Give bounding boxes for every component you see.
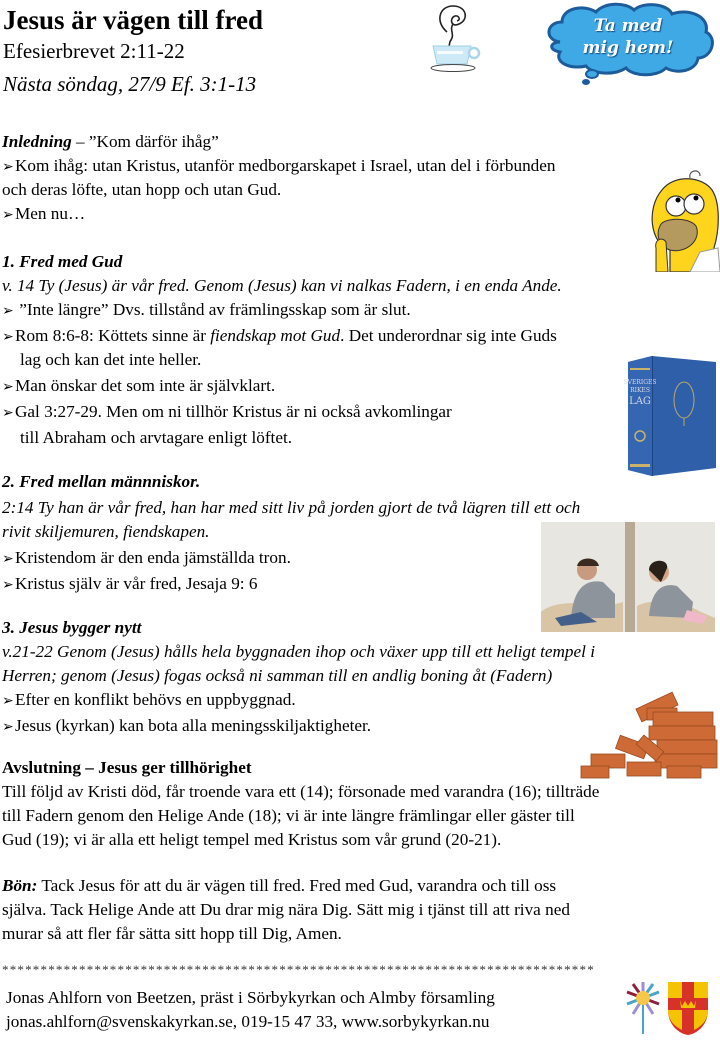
prayer-line: själva. Tack Helige Ande att Du drar mig nära Dig. Sätt mig i tjänst till att riva ned [2,900,570,919]
scripture-reference: Efesierbrevet 2:11-22 [3,39,185,63]
svg-text:LAG: LAG [629,396,651,407]
intro-heading-label: Inledning [2,132,72,151]
section1-bullet-continued: till Abraham och arvtagare enligt löftet. [20,428,293,447]
intro-bullet: ➢Kom ihåg: utan Kristus, utanför medborgarskapet i Israel, utan del i förbunden [2,154,555,180]
section2-heading: 2. Fred mellan männniskor. [2,472,201,491]
arrow-bullet-icon: ➢ [2,208,14,223]
svenska-kyrkan-crest-icon [666,980,710,1036]
prayer-label: Bön: [2,876,38,895]
closing-heading: Avslutning – Jesus ger tillhörighet [2,758,252,777]
section2-verse-line2: rivit skiljemuren, fiendskapen. [2,522,210,541]
closing-text-line: till Fadern genom den Helige Ande (18); vi är inte längre främlingar eller gäster till [2,806,575,825]
arrow-bullet-icon: ➢ [2,552,14,567]
arrow-bullet-icon: ➢ [2,406,14,421]
badge-text-line1: Ta med [593,16,663,36]
footer-author: Jonas Ahlforn von Beetzen, präst i Sörbykyrkan och Almby församling [6,988,495,1007]
arrow-bullet-icon: ➢ [2,330,14,345]
take-me-home-badge [540,2,716,74]
section3-heading: 3. Jesus bygger nytt [2,618,142,637]
badge-text-line2: mig hem! [582,38,674,58]
intro-heading-quote: – ”Kom därför ihåg” [71,132,219,151]
arrow-bullet-icon: ➢ [2,578,14,593]
closing-text-line: Till följd av Kristi död, får troende vara ett (14); försonade med varandra (16); tillträde [2,782,600,801]
section1-verse: v. 14 Ty (Jesus) är vår fred. Genom (Jesus) kan vi nalkas Fadern, i en enda Ande. [2,276,562,295]
arrow-bullet-icon: ➢ [2,304,14,319]
law-book-image [622,352,718,478]
footer-contact: jonas.ahlforn@svenskakyrkan.se, 019-15 47 33, www.sorbykyrkan.nu [6,1012,490,1031]
prayer-line: Bön: Tack Jesus för att du är vägen till fred. Fred med Gud, varandra och till oss [2,876,557,895]
section1-bullet: ➢Gal 3:27-29. Men om ni tillhör Kristus är ni också avkomlingar [2,400,452,426]
thinking-cartoon-image [640,168,720,272]
bricks-image [577,670,720,780]
arrow-bullet-icon: ➢ [2,720,14,735]
section2-bullet: ➢Kristendom är den enda jämställda tron. [2,546,291,572]
intro-bullet: ➢Men nu… [2,202,85,228]
coffee-cup-question-icon [425,2,485,74]
section3-verse-line2: Herren; genom (Jesus) fogas också ni samman till en andlig boning åt (Fadern) [2,666,553,685]
svg-text:RIKES: RIKES [630,387,650,394]
section1-bullet-continued: lag och kan det inte heller. [20,350,202,369]
section2-verse-line1: 2:14 Ty han är vår fred, han har med sitt liv på jorden gjort de två lägren till ett och [2,498,581,517]
intro-heading [2,130,219,154]
section1-bullet: ➢Man önskar det som inte är självklart. [2,374,275,400]
section2-bullet: ➢Kristus själv är vår fred, Jesaja 9: 6 [2,572,257,598]
asterisk-divider: ***************************************************************************** [2,962,595,977]
section3-bullet: ➢Efter en konflikt behövs en uppbyggnad. [2,688,296,714]
section3-bullet: ➢Jesus (kyrkan) kan bota alla meningsskiljaktigheter. [2,714,371,740]
section1-heading: 1. Fred med Gud [2,252,123,271]
intro-bullet-continued: och deras löfte, utan hopp och utan Gud. [2,180,282,199]
page-title: Jesus är vägen till fred [3,5,263,35]
section1-bullet: ➢Rom 8:6-8: Köttets sinne är fiendskap mot Gud. Det underordnar sig inte Guds [2,324,557,350]
svg-text:SVERIGES: SVERIGES [623,379,657,386]
church-sun-logo-icon [625,980,661,1036]
prayer-line: murar så att fler får sätta sitt hopp till Dig, Amen. [2,924,342,943]
section3-verse-line1: v.21-22 Genom (Jesus) hålls hela byggnaden ihop och växer upp till ett heligt tempel i [2,642,595,661]
closing-text-line: Gud (19); vi är alla ett heligt tempel med Kristus som vår grund (20-21). [2,830,502,849]
next-sunday-note: Nästa söndag, 27/9 Ef. 3:1-13 [3,72,257,96]
arrow-bullet-icon: ➢ [2,694,14,709]
section1-bullet: ➢ ”Inte längre” Dvs. tillstånd av främlingsskap som är slut. [2,298,411,324]
couple-conflict-photo [541,522,715,632]
arrow-bullet-icon: ➢ [2,380,14,395]
arrow-bullet-icon: ➢ [2,160,14,175]
